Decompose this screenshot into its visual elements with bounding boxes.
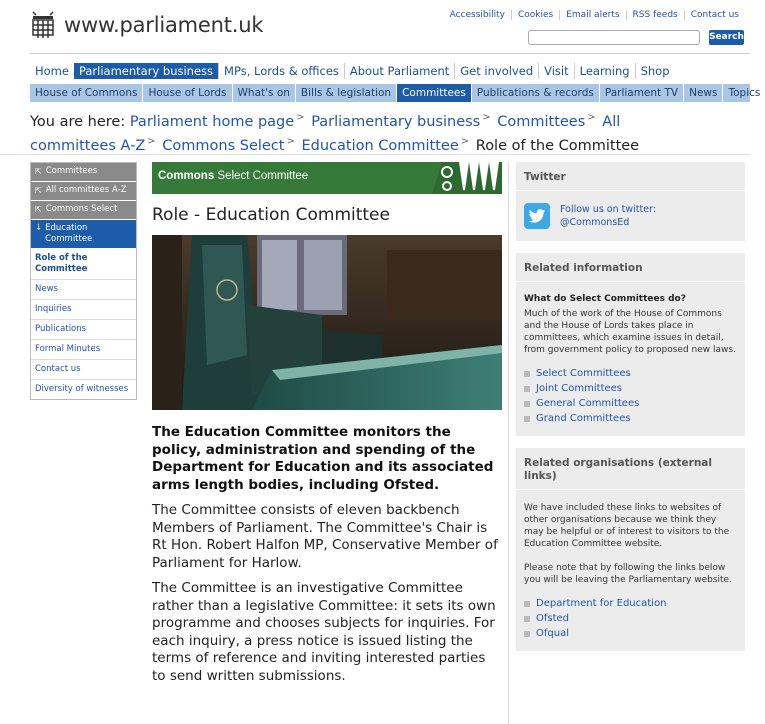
leftnav-education-committee[interactable] — [31, 220, 136, 249]
util-link-accessibility[interactable]: Accessibility — [449, 10, 505, 20]
bird-svg — [528, 209, 546, 224]
subnav-house-of-commons[interactable]: House of Commons — [35, 87, 138, 99]
bullet-square-icon — [524, 386, 530, 392]
nav-home[interactable]: Home — [35, 64, 69, 78]
nav-about-parliament[interactable]: About Parliament — [344, 63, 454, 79]
twitter-follow[interactable] — [516, 191, 745, 241]
subnav-publications-records[interactable]: Publications & records — [471, 84, 599, 102]
leftnav-label: All committees A-Z — [45, 185, 127, 195]
related-orgs-box — [516, 448, 745, 651]
banner-rest: Select Committee — [214, 170, 309, 182]
subnav-bills-legislation[interactable]: Bills & legislation — [295, 84, 396, 102]
lead-paragraph: The Education Committee monitors the policy, administration and spending of the Department for Education and its associated arms length bodies, including Ofsted. — [152, 424, 494, 493]
nav-learning[interactable]: Learning — [574, 63, 635, 79]
breadcrumb-divider — [0, 154, 750, 155]
paragraph-investigative: The Committee is an investigative Committee rather than a legislative Committee: it sets its own programme and chooses subjects for inquiries. For each inquiry, a press notice is issued listing the terms of reference and inviting interested parties to send written submissions. — [152, 580, 496, 684]
util-link-email-alerts[interactable]: Email alerts — [559, 10, 625, 20]
page-title: Role - Education Committee — [152, 205, 390, 225]
leftnav-news[interactable]: News — [31, 280, 136, 300]
link-label: Department for Education — [536, 598, 667, 609]
breadcrumb-separator: > — [587, 112, 596, 123]
breadcrumb-separator: > — [147, 135, 156, 147]
subnav-house-of-lords[interactable]: House of Lords — [142, 84, 231, 102]
related-info-heading: Related information — [524, 262, 643, 274]
leftnav-label: Education Committee — [45, 223, 93, 244]
leftnav-publications[interactable]: Publications — [31, 320, 136, 340]
breadcrumb-link-commons-select[interactable]: Commons Select — [162, 137, 285, 154]
up-left-arrow-icon: ⇱ — [35, 186, 42, 195]
paragraph-composition: The Committee consists of eleven backbench Members of Parliament. The Committee's Chair is Rt Hon. Robert Halfon MP, Conservative Member of Parliament for Harlow. — [152, 502, 498, 571]
banner-bold: Commons — [158, 170, 215, 182]
column-divider — [508, 162, 509, 724]
related-info-box — [516, 253, 745, 436]
leftnav-label: Committees — [45, 166, 98, 176]
commons-select-committee-banner — [152, 162, 502, 194]
breadcrumb-current: Role of the Committee — [475, 137, 640, 154]
link-label: Select Committees — [536, 368, 631, 379]
leftnav-diversity-of-witnesses[interactable]: Diversity of witnesses — [31, 380, 136, 399]
main-content — [152, 162, 502, 685]
related-orgs-heading: Related organisations (external links) — [524, 457, 712, 482]
link-department-for-education[interactable] — [524, 596, 737, 611]
breadcrumb-separator: > — [296, 112, 305, 123]
breadcrumb-prefix: You are here: — [30, 113, 126, 130]
bullet-square-icon — [524, 616, 530, 622]
up-left-arrow-icon: ⇱ — [35, 205, 42, 214]
link-label: Ofsted — [536, 613, 570, 624]
breadcrumb-separator: > — [460, 135, 470, 147]
parliament-logo[interactable] — [30, 10, 263, 40]
committee-room-image — [152, 235, 502, 410]
twitter-text — [560, 203, 656, 229]
nav-visit[interactable]: Visit — [538, 63, 574, 79]
up-left-arrow-icon: ⇱ — [35, 167, 42, 176]
related-orgs-links — [516, 586, 745, 651]
bullet-square-icon — [524, 416, 530, 422]
subnav-topics[interactable]: Topics — [722, 84, 765, 102]
leftnav-committees[interactable] — [31, 163, 136, 182]
twitter-heading: Twitter — [524, 171, 566, 183]
twitter-follow-label: Follow us on twitter: — [560, 204, 657, 215]
breadcrumb-separator: > — [286, 135, 295, 147]
link-label: Ofqual — [536, 628, 569, 639]
breadcrumb-link-committees[interactable]: Committees — [497, 113, 586, 130]
bullet-square-icon — [524, 371, 530, 377]
subnav-news[interactable]: News — [683, 84, 722, 102]
twitter-bird-icon — [524, 203, 550, 229]
portcullis-crest-icon — [412, 162, 502, 194]
util-link-rss-feeds[interactable]: RSS feeds — [626, 10, 684, 20]
link-general-committees[interactable] — [524, 396, 737, 411]
banner-text — [158, 170, 308, 182]
leftnav-all-committees[interactable] — [31, 182, 136, 201]
related-info-links — [516, 356, 745, 436]
bullet-square-icon — [524, 631, 530, 637]
link-select-committees[interactable] — [524, 366, 737, 381]
related-orgs-text1: We have included these links to websites of other organisations because we think they may be helpful or of interest to visitors to the Education Committee website. — [524, 503, 730, 549]
nav-get-involved[interactable]: Get involved — [454, 63, 538, 79]
link-label: Grand Committees — [536, 413, 631, 424]
breadcrumb-link-home[interactable]: Parliament home page — [129, 113, 295, 130]
search-button[interactable]: Search — [709, 30, 744, 45]
twitter-handle[interactable]: @CommonsEd — [560, 217, 630, 228]
link-grand-committees[interactable] — [524, 411, 737, 426]
utility-links — [444, 10, 745, 20]
breadcrumb-link-parliamentary-business[interactable]: Parliamentary business — [311, 113, 481, 130]
bullet-square-icon — [524, 601, 530, 607]
related-info-text: Much of the work of the House of Commons and the House of Lords takes place in committees, which examine issues in detail, from government policy to proposed new laws. — [524, 309, 736, 355]
search-input[interactable] — [528, 30, 700, 45]
nav-mps-lords-offices[interactable]: MPs, Lords & offices — [218, 63, 344, 79]
link-ofqual[interactable] — [524, 626, 737, 641]
breadcrumb-separator: > — [482, 112, 491, 123]
link-label: General Committees — [536, 398, 640, 409]
committee-room-photo — [152, 235, 502, 410]
util-link-contact-us[interactable]: Contact us — [684, 10, 745, 20]
left-nav — [30, 162, 137, 400]
subnav-committees[interactable]: Committees — [396, 84, 471, 102]
primary-nav — [30, 63, 675, 79]
right-sidebar — [516, 162, 745, 651]
logo-text: www.parliament.uk — [64, 13, 264, 37]
down-arrow-icon: ↓ — [35, 223, 43, 233]
related-orgs-text2: Please note that by following the links below you will be leaving the Parliamentary website. — [524, 563, 732, 585]
leftnav-role-of-committee[interactable]: Role of the Committee — [31, 249, 136, 280]
subnav-parliament-tv[interactable]: Parliament TV — [599, 84, 683, 102]
link-joint-committees[interactable] — [524, 381, 737, 396]
twitter-box — [516, 162, 745, 241]
link-label: Joint Committees — [536, 383, 623, 394]
subnav-whats-on[interactable]: What's on — [232, 84, 295, 102]
leftnav-commons-select[interactable] — [31, 201, 136, 220]
util-link-cookies[interactable]: Cookies — [511, 10, 559, 20]
nav-parliamentary-business[interactable]: Parliamentary business — [74, 63, 218, 79]
leftnav-inquiries[interactable]: Inquiries — [31, 300, 136, 320]
breadcrumb — [30, 108, 695, 156]
nav-shop[interactable]: Shop — [635, 63, 675, 79]
portcullis-icon — [30, 10, 56, 40]
breadcrumb-link-all-committees[interactable]: All committees A-Z — [30, 113, 621, 154]
related-info-subheading: What do Select Committees do? — [524, 294, 686, 304]
leftnav-formal-minutes[interactable]: Formal Minutes — [31, 340, 136, 360]
bullet-square-icon — [524, 401, 530, 407]
header-divider — [30, 53, 750, 54]
secondary-nav — [30, 84, 761, 102]
breadcrumb-link-education-committee[interactable]: Education Committee — [301, 137, 459, 154]
leftnav-contact-us[interactable]: Contact us — [31, 360, 136, 380]
leftnav-label: Commons Select — [45, 204, 118, 214]
link-ofsted[interactable] — [524, 611, 737, 626]
